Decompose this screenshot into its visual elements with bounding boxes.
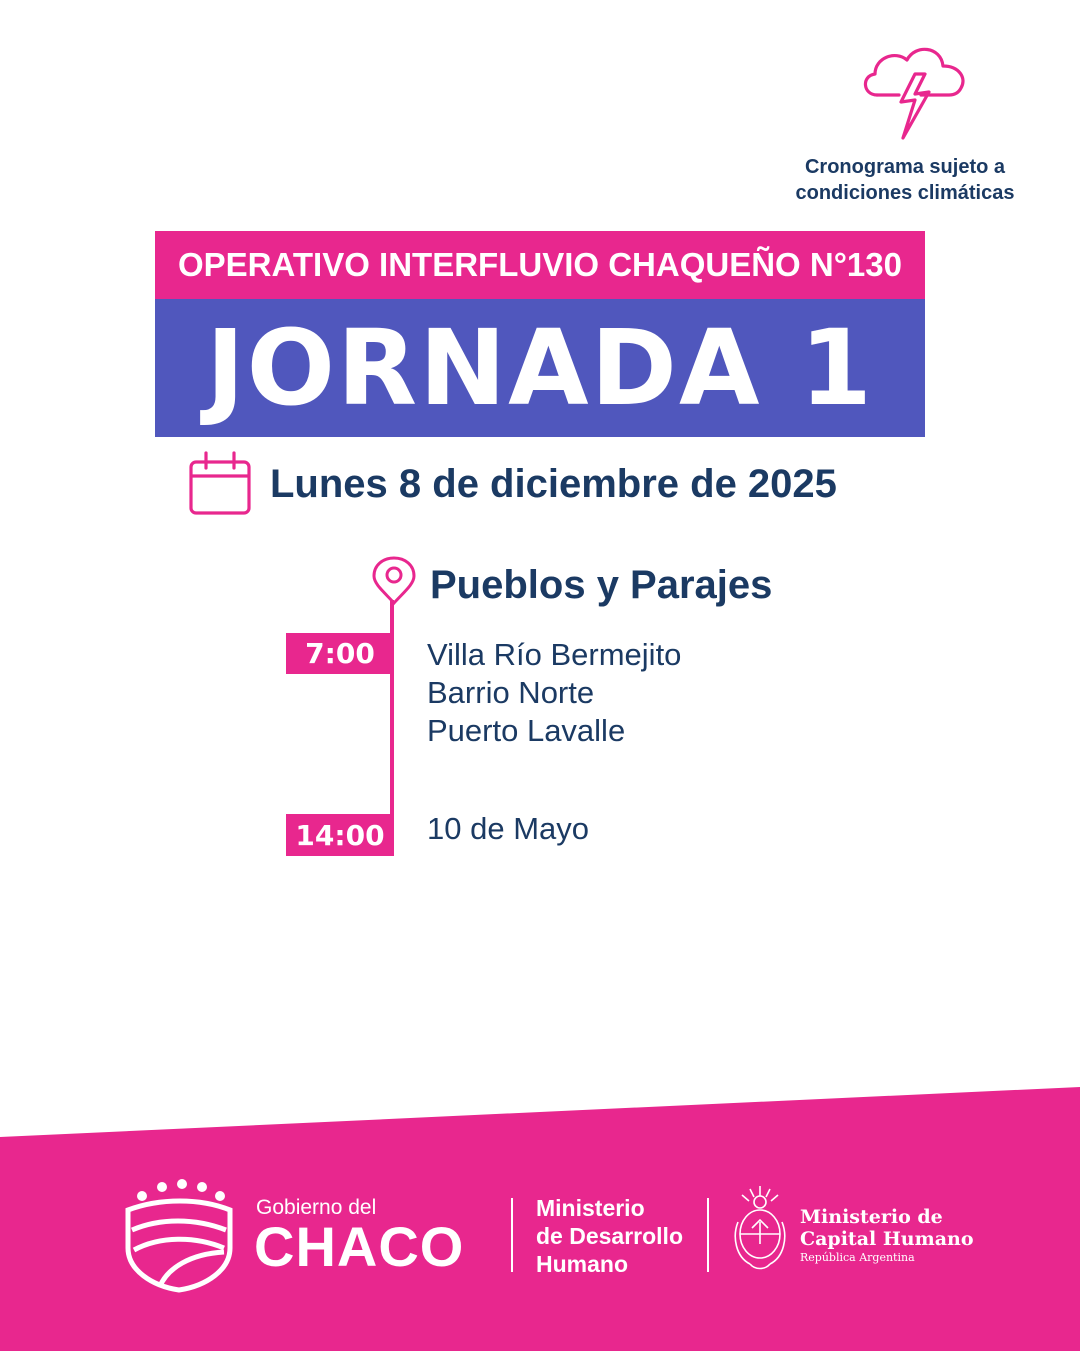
ministerio-capital-humano <box>800 1206 974 1265</box>
mch-country: República Argentina <box>800 1251 915 1264</box>
calendar-icon <box>188 450 252 516</box>
chaco-title: CHACO <box>254 1215 465 1278</box>
places-list <box>427 810 589 848</box>
time-label: 14:00 <box>295 818 385 852</box>
jornada-title: JORNADA 1 <box>205 307 875 429</box>
mch-line: Capital Humano <box>800 1228 974 1250</box>
operativo-title: OPERATIVO INTERFLUVIO CHAQUEÑO N°130 <box>177 246 902 283</box>
time-badge <box>286 814 394 856</box>
place-item: Puerto Lavalle <box>427 713 626 748</box>
mch-line: Ministerio de <box>800 1206 943 1228</box>
footer-divider <box>707 1198 709 1272</box>
place-item: 10 de Mayo <box>427 811 589 846</box>
event-date: Lunes 8 de diciembre de 2025 <box>270 462 837 506</box>
time-label: 7:00 <box>305 637 375 670</box>
location-title: Pueblos y Parajes <box>430 563 773 607</box>
weather-notice <box>760 154 1050 206</box>
weather-notice-line-2: condiciones climáticas <box>795 182 1015 204</box>
time-badge <box>286 633 394 674</box>
location-pin-icon <box>370 556 418 606</box>
mdh-line: Humano <box>536 1251 628 1277</box>
places-list <box>427 636 681 750</box>
jornada-banner <box>155 299 925 437</box>
mdh-line: de Desarrollo <box>536 1223 683 1249</box>
chaco-logo-icon <box>120 1178 238 1293</box>
chaco-subtitle: Gobierno del <box>256 1196 377 1219</box>
storm-cloud-icon <box>855 40 970 140</box>
operativo-banner <box>155 231 925 299</box>
argentina-seal-icon <box>730 1182 790 1278</box>
place-item: Villa Río Bermejito <box>427 637 682 672</box>
mdh-line: Ministerio <box>536 1195 645 1221</box>
place-item: Barrio Norte <box>427 675 595 710</box>
ministerio-desarrollo-humano <box>536 1194 683 1278</box>
footer-divider <box>511 1198 513 1272</box>
weather-notice-line-1: Cronograma sujeto a <box>804 156 1006 178</box>
